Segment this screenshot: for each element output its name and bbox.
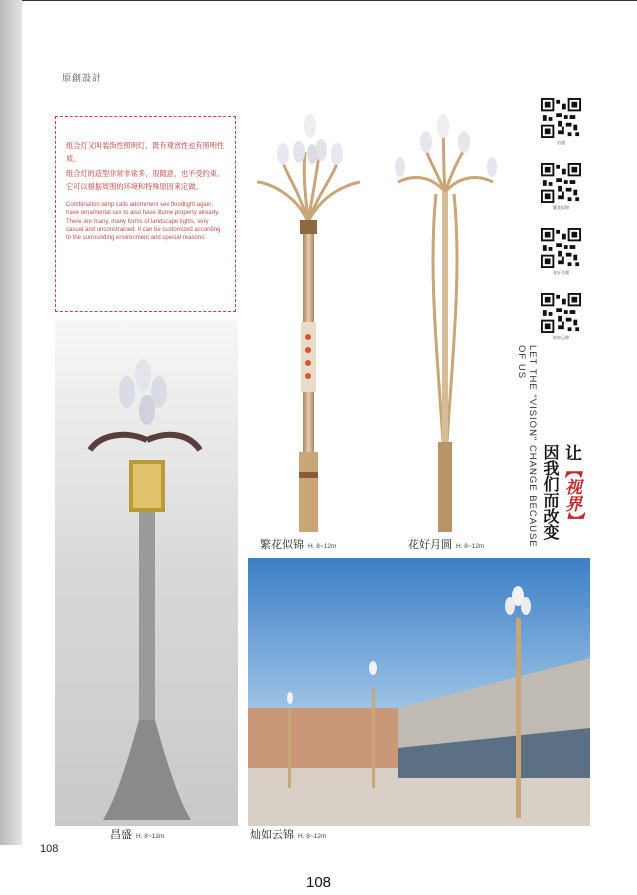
slogan-chinese xyxy=(535,440,583,555)
lamp-height: H. 8~12m xyxy=(456,543,485,550)
lamp-label-changsheng xyxy=(110,826,164,842)
slogan-english: LET THE "VISION" CHANGE BECAUSE OF US xyxy=(516,345,538,548)
intro-cn-1: 组合灯又叫装饰性照明灯，既有观赏性也有照明性质。 xyxy=(66,141,225,163)
intro-en-1: Combination lamp calls adornment sex floodlight again, have ornamental sex to also have illume property already. xyxy=(66,202,220,216)
lamp-height: H. 8~12m xyxy=(308,543,337,550)
intro-en-2: There are many, many forms of landscape lights, very casual and unconstrained. It can be customized according to the surrounding environment and special reasons. xyxy=(66,219,221,241)
lamp-name: 灿如云锦 xyxy=(250,829,294,841)
page-number: 108 xyxy=(305,874,332,891)
lamp-label-fanhuasijin xyxy=(260,536,336,552)
qr-code-icon[interactable] xyxy=(541,163,581,203)
qr-code-column xyxy=(540,98,584,358)
qr-label: 灿如云锦 xyxy=(553,335,569,340)
qr-block xyxy=(540,228,582,276)
page-number-inline: 108 xyxy=(40,843,59,855)
lamp-name: 花好月圆 xyxy=(408,539,452,551)
lamp-height: H. 8~12m xyxy=(298,833,327,840)
qr-block xyxy=(540,98,582,146)
slogan-cn-rang: 让 xyxy=(562,444,581,461)
intro-box xyxy=(55,116,236,312)
slogan-cn-line2: 因我们而改变 xyxy=(541,444,558,540)
lamp-name: 昌盛 xyxy=(110,829,132,841)
page-header: 原創設計 xyxy=(62,73,103,83)
qr-label: 花好月圆 xyxy=(553,270,569,275)
lamp-changsheng-photo xyxy=(55,320,238,826)
lamp-name: 繁花似锦 xyxy=(260,539,304,551)
qr-code-icon[interactable] xyxy=(541,98,581,138)
lamp-fanhuasijin-image xyxy=(255,112,362,532)
qr-code-icon[interactable] xyxy=(541,228,581,268)
qr-code-icon[interactable] xyxy=(541,293,581,333)
qr-label: 昌盛 xyxy=(557,140,565,145)
slogan-cn-line1 xyxy=(559,444,584,529)
slogan-cn-vision: 【视界】 xyxy=(561,461,581,529)
qr-block xyxy=(540,163,582,211)
lamp-label-canruyunjin xyxy=(250,826,326,842)
qr-block xyxy=(540,293,582,341)
qr-label: 繁花似锦 xyxy=(553,205,569,210)
intro-cn-2: 组合灯的造型非常非常多，很随意，也不受约束。它可以根据周围的环境和特殊原因来定做。 xyxy=(66,169,225,191)
lamp-label-huahaoyueyuan xyxy=(408,536,484,552)
lamp-huahaoyueyuan-image xyxy=(388,112,503,532)
lamp-height: H. 8~12m xyxy=(136,833,165,840)
lamp-canruyunjin-photo xyxy=(248,558,590,826)
